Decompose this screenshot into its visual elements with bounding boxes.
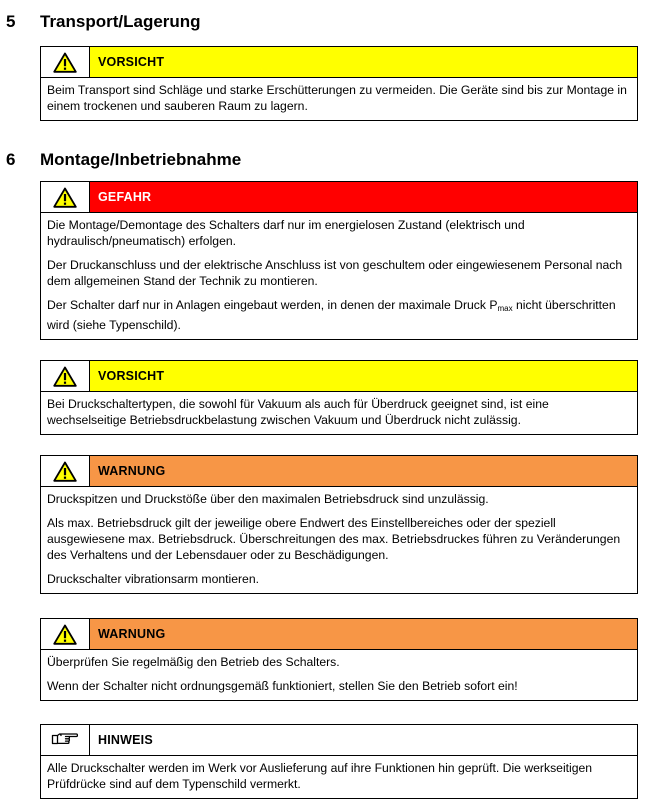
notice-label: WARNUNG	[90, 456, 637, 486]
notice-label: GEFAHR	[90, 182, 637, 212]
notice-label: WARNUNG	[90, 619, 637, 649]
notice-label: HINWEIS	[90, 725, 637, 755]
notice-text: Als max. Betriebsdruck gilt der jeweilige obere Endwert des Einstellbereiches oder der speziell ausgewiesene max. Betriebsdruck. Überschreitungen des max. Betriebsdruckes führen zu Veränderungen des Verhaltens und der Lebensdauer oder zu Beschädigungen.	[47, 516, 621, 562]
text-part: Der Schalter darf nur in Anlagen eingebaut werden, in denen der maximale Druck P	[47, 298, 498, 312]
notice-gefahr	[40, 181, 638, 340]
warning-triangle-icon	[41, 47, 90, 77]
pointing-hand-icon	[41, 725, 90, 755]
notice-warnung-betrieb	[40, 618, 638, 701]
section-6-heading	[6, 150, 241, 170]
notice-header	[41, 618, 637, 650]
text-part: nicht überschritten wird (siehe Typenschild).	[47, 298, 616, 332]
notice-header	[41, 724, 637, 756]
notice-label: VORSICHT	[90, 361, 637, 391]
notice-text: Die Montage/Demontage des Schalters darf nur im energielosen Zustand (elektrisch und hydraulisch/pneumatisch) erfolgen.	[47, 218, 525, 248]
section-number: 6	[6, 150, 16, 169]
section-title: Transport/Lagerung	[40, 12, 201, 31]
notice-header	[41, 46, 637, 78]
notice-header	[41, 360, 637, 392]
notice-warnung-druck	[40, 455, 638, 594]
notice-header	[41, 455, 637, 487]
notice-body	[41, 78, 637, 120]
notice-text: Überprüfen Sie regelmäßig den Betrieb des Schalters.	[47, 655, 340, 669]
warning-triangle-icon	[41, 456, 90, 486]
notice-header	[41, 181, 637, 213]
notice-text	[47, 297, 631, 333]
subscript-max: max	[497, 304, 513, 313]
notice-text: Alle Druckschalter werden im Werk vor Auslieferung auf ihre Funktionen hin geprüft. Die werkseitigen Prüfdrücke sind auf dem Typenschild vermerkt.	[47, 761, 593, 791]
notice-text: Wenn der Schalter nicht ordnungsgemäß funktioniert, stellen Sie den Betrieb sofort ein!	[47, 679, 518, 693]
notice-text: Druckspitzen und Druckstöße über den maximalen Betriebsdruck sind unzulässig.	[47, 492, 489, 506]
section-number: 5	[6, 12, 16, 31]
warning-triangle-icon	[41, 619, 90, 649]
notice-vorsicht-transport	[40, 46, 638, 121]
notice-text: Druckschalter vibrationsarm montieren.	[47, 572, 260, 586]
section-title: Montage/Inbetriebnahme	[40, 150, 242, 169]
notice-hinweis	[40, 724, 638, 799]
warning-triangle-icon	[41, 182, 90, 212]
warning-triangle-icon	[41, 361, 90, 391]
notice-body	[41, 213, 637, 339]
notice-label: VORSICHT	[90, 47, 637, 77]
notice-text: Bei Druckschaltertypen, die sowohl für Vakuum als auch für Überdruck geeignet sind, ist eine wechselseitige Betriebsdruckbelastung zwischen Vakuum und Überdruck nicht zulässig.	[47, 397, 549, 427]
notice-text: Beim Transport sind Schläge und starke Erschütterungen zu vermeiden. Die Geräte sind bis zur Montage in einem trockenen und sauberen Raum zu lagern.	[47, 83, 627, 113]
notice-body	[41, 487, 637, 593]
notice-body	[41, 650, 637, 700]
notice-text: Der Druckanschluss und der elektrische Anschluss ist von geschultem oder eingewiesenem Personal nach dem allgemeinen Stand der Technik zu montieren.	[47, 258, 623, 288]
notice-vorsicht-montage	[40, 360, 638, 435]
section-5-heading	[6, 12, 201, 32]
notice-body	[41, 756, 637, 798]
notice-body	[41, 392, 637, 434]
